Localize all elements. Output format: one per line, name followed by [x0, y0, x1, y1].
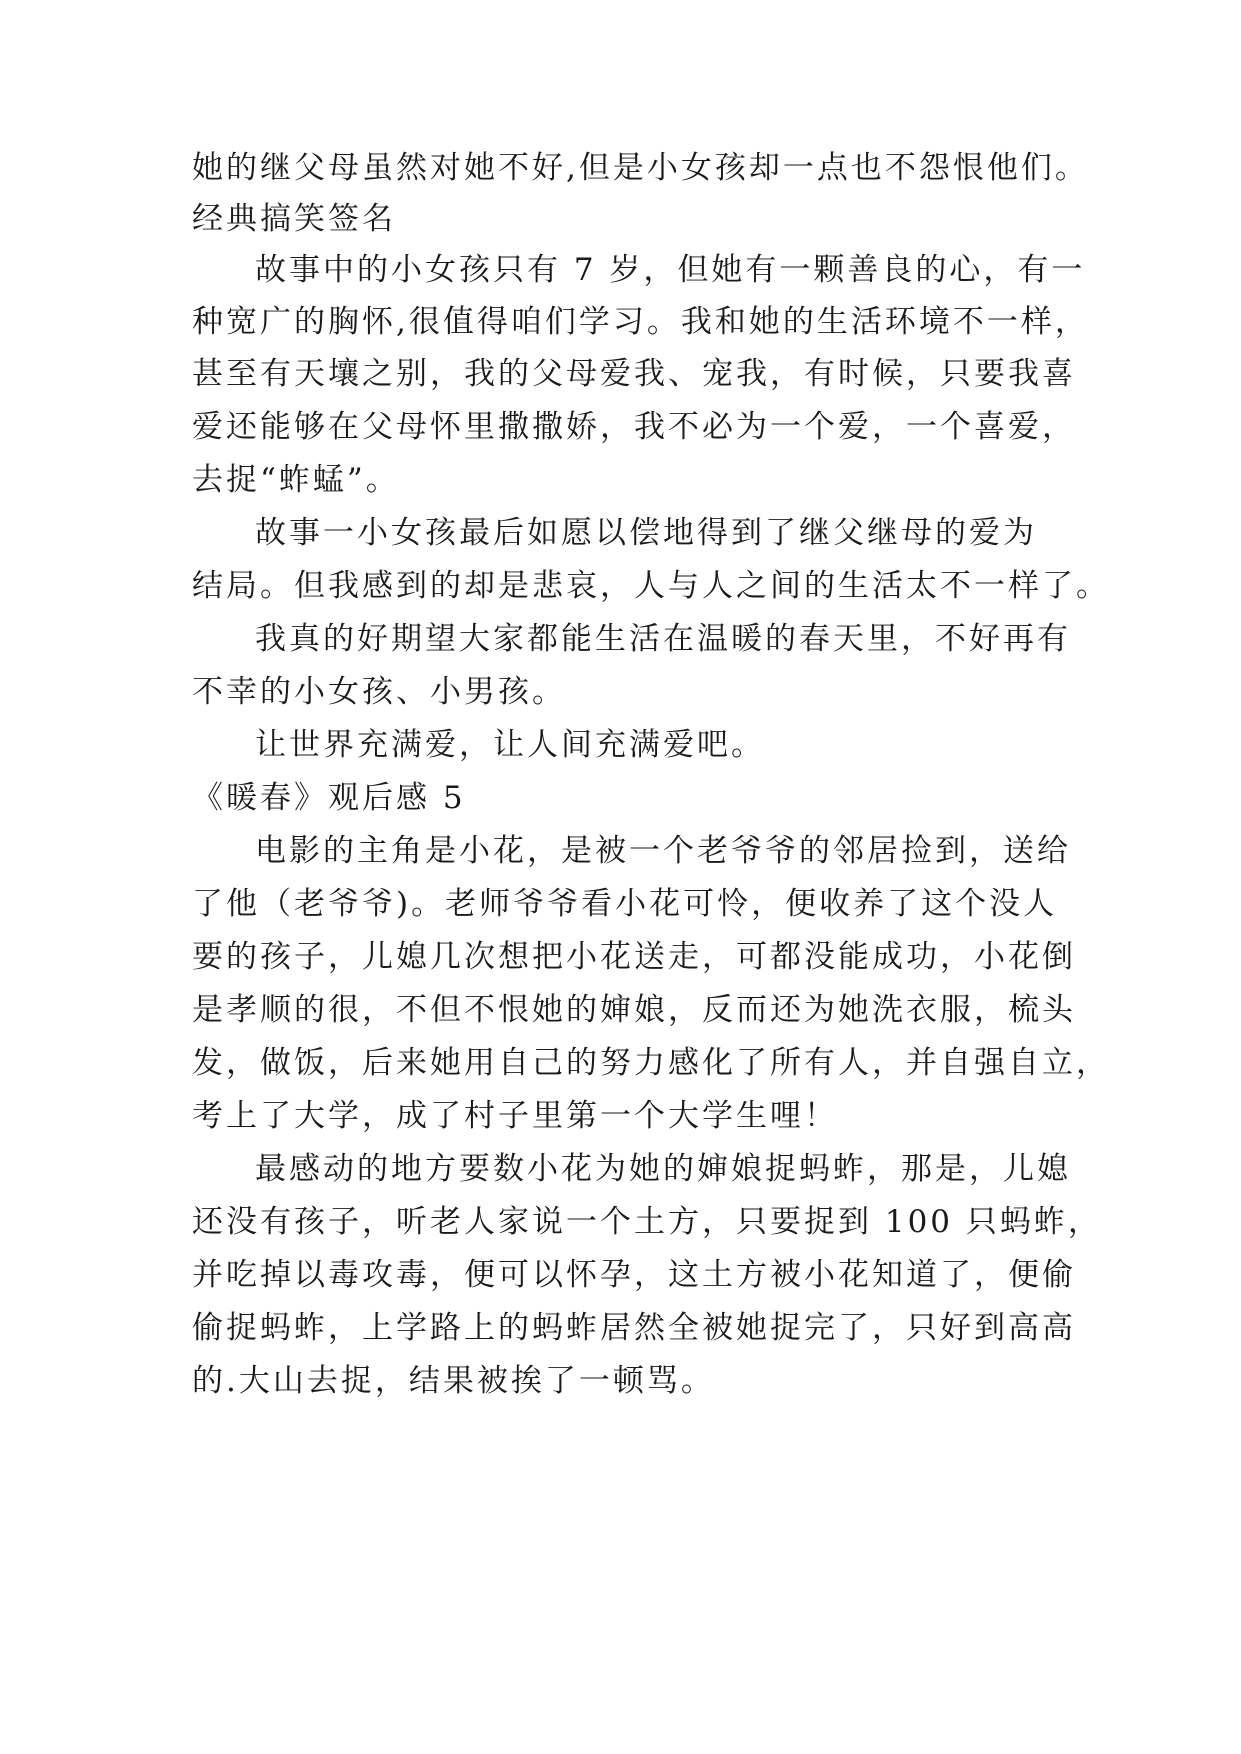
text-line: 偷捉蚂蚱，上学路上的蚂蚱居然全被她捉完了，只好到高高 — [192, 1310, 1076, 1346]
text-line: 还没有孩子，听老人家说一个土方，只要捉到 100 只蚂蚱， — [192, 1204, 1102, 1240]
section-heading: 《暖春》观后感 5 — [192, 780, 466, 816]
text-line: 爱还能够在父母怀里撒撒娇，我不必为一个爱，一个喜爱， — [192, 409, 1076, 445]
text-line: 她的继父母虽然对她不好,但是小女孩却一点也不怨恨他们。 — [192, 150, 1089, 186]
text-line: 去捉“蚱蜢”。 — [192, 462, 400, 498]
text-line: 经典搞笑签名 — [192, 201, 396, 237]
text-line: 电影的主角是小花，是被一个老爷爷的邻居捡到，送给 — [255, 833, 1071, 869]
text-line: 要的孩子，儿媳几次想把小花送走，可都没能成功，小花倒 — [192, 939, 1076, 975]
text-line: 最感动的地方要数小花为她的婶娘捉蚂蚱，那是，儿媳 — [255, 1151, 1071, 1187]
text-line: 我真的好期望大家都能生活在温暖的春天里，不好再有 — [255, 621, 1071, 657]
text-line: 结局。但我感到的却是悲哀，人与人之间的生活太不一样了。 — [192, 568, 1110, 604]
text-line: 并吃掉以毒攻毒，便可以怀孕，这土方被小花知道了，便偷 — [192, 1257, 1076, 1293]
text-line: 发，做饭，后来她用自己的努力感化了所有人，并自强自立， — [192, 1045, 1110, 1081]
text-line: 故事中的小女孩只有 7 岁，但她有一颗善良的心，有一 — [255, 252, 1086, 288]
text-line: 不幸的小女孩、小男孩。 — [192, 674, 566, 710]
text-line: 考上了大学，成了村子里第一个大学生哩！ — [192, 1098, 838, 1134]
text-line: 故事一小女孩最后如愿以偿地得到了继父继母的爱为 — [255, 515, 1037, 551]
text-line: 让世界充满爱，让人间充满爱吧。 — [255, 727, 765, 763]
text-line: 了他（老爷爷)。老师爷爷看小花可怜，便收养了这个没人 — [192, 886, 1058, 922]
text-line: 甚至有天壤之别，我的父母爱我、宠我，有时候，只要我喜 — [192, 356, 1076, 392]
text-line: 种宽广的胸怀,很值得咱们学习。我和她的生活环境不一样， — [192, 304, 1089, 340]
text-line: 的.大山去捉，结果被挨了一顿骂。 — [192, 1363, 715, 1399]
text-line: 是孝顺的很，不但不恨她的婶娘，反而还为她洗衣服，梳头 — [192, 992, 1076, 1028]
